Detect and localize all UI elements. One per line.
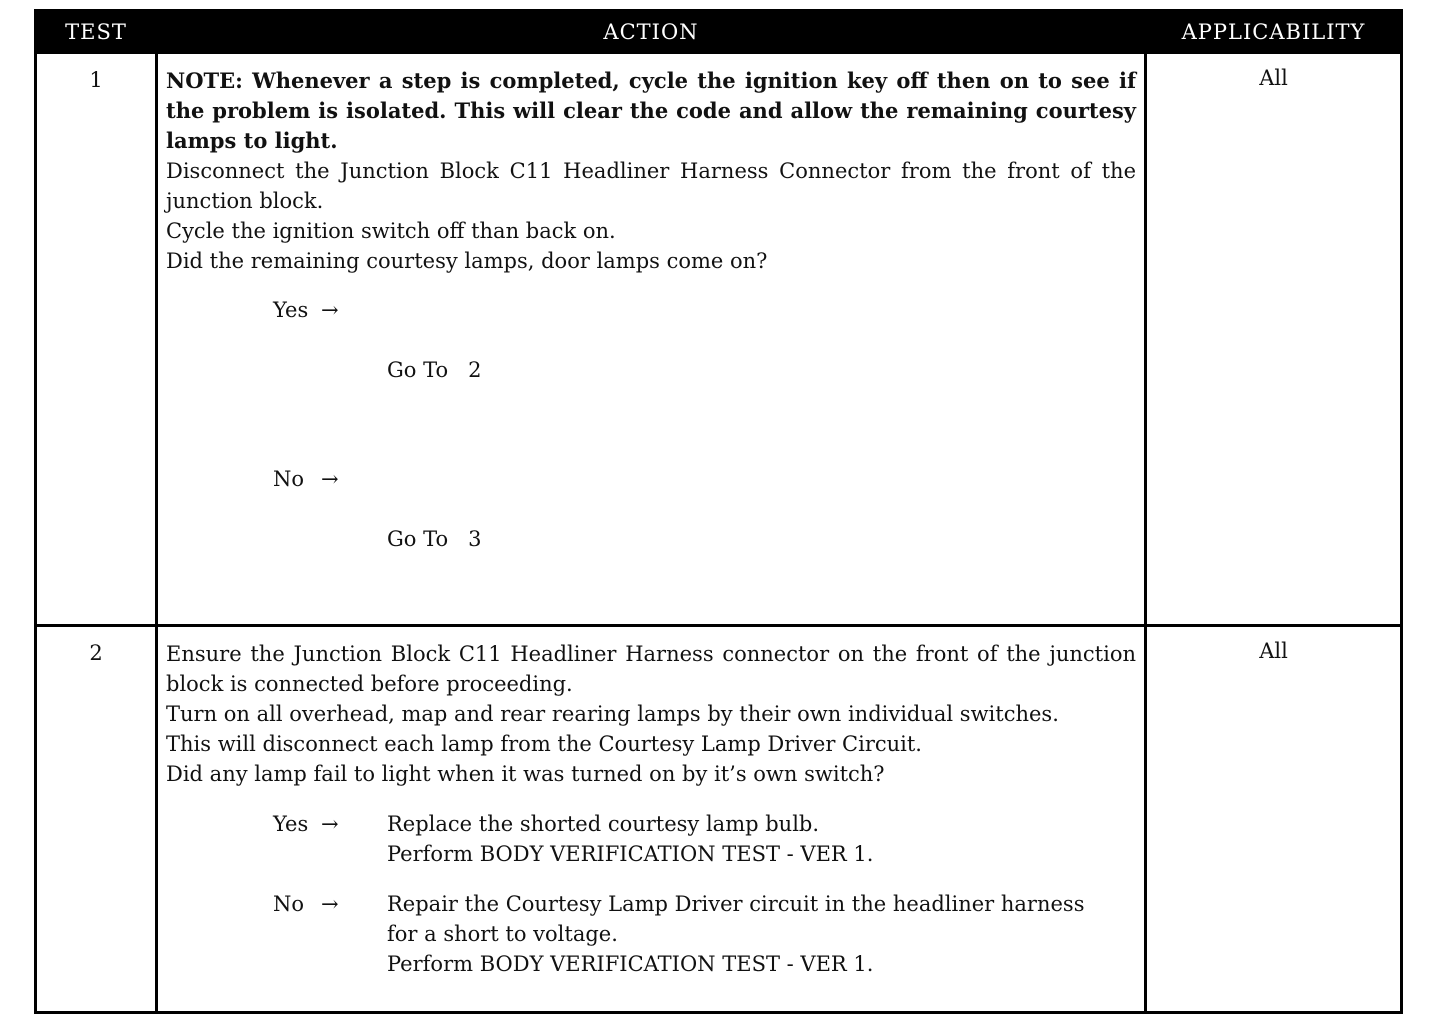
- arrow-icon: →: [321, 298, 339, 322]
- step-text: Cycle the ignition switch off than back on.: [166, 219, 616, 243]
- outcome-no: [273, 464, 1136, 614]
- outcome-result: Go To 2: [387, 358, 482, 382]
- outcome-yes: [273, 295, 1136, 445]
- arrow-icon: →: [321, 812, 339, 836]
- answer-label: Yes: [273, 812, 309, 836]
- note-text: NOTE: Whenever a step is completed, cycle the ignition key off then on to see if the problem is isolated. This will clear the code and allow the remaining courtesy lamps to light.: [166, 68, 1136, 153]
- action-cell: [157, 53, 1146, 626]
- table-header-row: [36, 11, 1402, 53]
- answer-label: No: [273, 467, 305, 491]
- table-row: [36, 53, 1402, 626]
- step-text: Turn on all overhead, map and rear rearing lamps by their own individual switches.: [166, 702, 1059, 726]
- outcome-result: Perform BODY VERIFICATION TEST - VER 1.: [387, 952, 874, 976]
- step-text: Disconnect the Junction Block C11 Headliner Harness Connector from the front of the junction block.: [166, 159, 1136, 213]
- applicability-cell: All: [1146, 626, 1402, 1013]
- outcome-result: Replace the shorted courtesy lamp bulb.: [387, 812, 820, 836]
- outcome-result: Perform BODY VERIFICATION TEST - VER 1.: [387, 842, 874, 866]
- header-action: ACTION: [157, 11, 1146, 53]
- header-test: TEST: [36, 11, 157, 53]
- test-number: 2: [36, 626, 157, 1013]
- step-text: Did the remaining courtesy lamps, door lamps come on?: [166, 249, 768, 273]
- table-row: [36, 626, 1402, 1013]
- step-text: Ensure the Junction Block C11 Headliner Harness connector on the front of the junction block is connected before proceeding.: [166, 642, 1136, 696]
- answer-label: No: [273, 892, 305, 916]
- arrow-icon: →: [321, 467, 339, 491]
- action-cell: [157, 626, 1146, 1013]
- step-text: Did any lamp fail to light when it was turned on by it’s own switch?: [166, 762, 885, 786]
- arrow-icon: →: [321, 892, 339, 916]
- diagnostic-table-page: [34, 9, 1400, 976]
- outcome-result: for a short to voltage.: [387, 922, 618, 946]
- outcome-result: Go To 3: [387, 527, 482, 551]
- diagnostic-table: [34, 9, 1403, 1014]
- step-text: This will disconnect each lamp from the Courtesy Lamp Driver Circuit.: [166, 732, 922, 756]
- test-number: 1: [36, 53, 157, 626]
- answer-label: Yes: [273, 298, 309, 322]
- applicability-cell: All: [1146, 53, 1402, 626]
- outcome-result: Repair the Courtesy Lamp Driver circuit in the headliner harness: [387, 892, 1085, 916]
- outcome-yes: [273, 809, 1136, 869]
- header-applicability: APPLICABILITY: [1146, 11, 1402, 53]
- outcome-no: [273, 889, 1136, 979]
